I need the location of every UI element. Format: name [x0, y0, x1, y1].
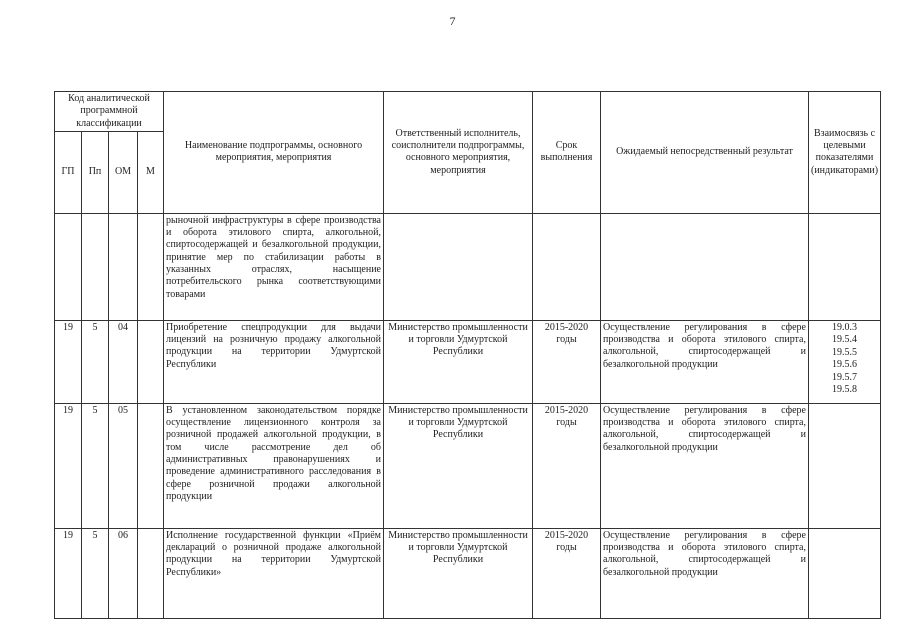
- cell-gp: 19: [55, 528, 82, 618]
- cell-term: 2015-2020 годы: [533, 528, 601, 618]
- indicator-code: 19.5.6: [832, 359, 858, 371]
- indicator-code: 19.5.7: [832, 371, 858, 383]
- cell-result: Осуществление регулирования в сфере производства и оборота этилового спирта, алкогольной, спиртосодержащей и безалкогольной продукции: [601, 403, 809, 528]
- cell-m: [138, 528, 164, 618]
- cell-m: [138, 213, 164, 320]
- cell-responsible: [384, 213, 533, 320]
- header-term: Срок выполнения: [533, 92, 601, 214]
- cell-responsible: Министерство промышленности и торговли Удмуртской Республики: [384, 320, 533, 403]
- header-responsible: Ответственный исполнитель, соисполнители подпрограммы, основного мероприятия, мероприятия: [384, 92, 533, 214]
- cell-gp: 19: [55, 320, 82, 403]
- cell-name: В установленном законодательством порядке осуществление лицензионного контроля за розничной продажей алкогольной продукции, в том числе рассмотрение дел об административных правонарушениях и проведение административного расследования в сфере розничной продажи алкогольной продукции: [164, 403, 384, 528]
- cell-indicators: [809, 528, 881, 618]
- cell-responsible: Министерство промышленности и торговли Удмуртской Республики: [384, 528, 533, 618]
- header-relation: Взаимосвязь с целевыми показателями (индикаторами): [809, 92, 881, 214]
- cell-name: Приобретение спецпродукции для выдачи лицензий на розничную продажу алкогольной продукции на территории Удмуртской Республики: [164, 320, 384, 403]
- cell-name: рыночной инфраструктуры в сфере производства и оборота этилового спирта, алкогольной, спиртосодержащей и безалкогольной продукции, принятие мер по стабилизации работы в указанных отраслях, насыщение потребительского рынка соответствующими товарами: [164, 213, 384, 320]
- page-number: 7: [449, 14, 456, 28]
- indicator-code: 19.5.4: [832, 334, 858, 346]
- cell-m: [138, 320, 164, 403]
- cell-pp: [82, 213, 109, 320]
- cell-om: 04: [109, 320, 138, 403]
- cell-indicators: [809, 213, 881, 320]
- header-pp: Пп: [82, 131, 109, 213]
- cell-term: 2015-2020 годы: [533, 320, 601, 403]
- header-code-group: Код аналитической программной классификации: [55, 92, 164, 132]
- header-result: Ожидаемый непосредственный результат: [601, 92, 809, 214]
- cell-responsible: Министерство промышленности и торговли Удмуртской Республики: [384, 403, 533, 528]
- cell-term: 2015-2020 годы: [533, 403, 601, 528]
- header-name: Наименование подпрограммы, основного мероприятия, мероприятия: [164, 92, 384, 214]
- table-row: [55, 403, 881, 528]
- cell-gp: 19: [55, 403, 82, 528]
- cell-m: [138, 403, 164, 528]
- indicator-code: 19.0.3: [832, 321, 858, 333]
- header-m: М: [138, 131, 164, 213]
- cell-result: Осуществление регулирования в сфере производства и оборота этилового спирта, алкогольной, спиртосодержащей и безалкогольной продукции: [601, 528, 809, 618]
- cell-om: 06: [109, 528, 138, 618]
- table-row-continuation: [55, 213, 881, 320]
- cell-indicators: [809, 403, 881, 528]
- cell-name: Исполнение государственной функции «Приём деклараций о розничной продаже алкогольной продукции на территории Удмуртской Республики»: [164, 528, 384, 618]
- cell-gp: [55, 213, 82, 320]
- cell-om: [109, 213, 138, 320]
- header-om: ОМ: [109, 131, 138, 213]
- program-table: [54, 91, 881, 619]
- cell-pp: 5: [82, 320, 109, 403]
- indicator-code: 19.5.8: [832, 383, 858, 395]
- cell-pp: 5: [82, 403, 109, 528]
- cell-indicators: [809, 320, 881, 403]
- cell-term: [533, 213, 601, 320]
- cell-om: 05: [109, 403, 138, 528]
- indicator-code: 19.5.5: [832, 346, 858, 358]
- header-gp: ГП: [55, 131, 82, 213]
- cell-pp: 5: [82, 528, 109, 618]
- cell-result: [601, 213, 809, 320]
- cell-result: Осуществление регулирования в сфере производства и оборота этилового спирта, алкогольной, спиртосодержащей и безалкогольной продукции: [601, 320, 809, 403]
- table-row: [55, 320, 881, 403]
- table-row: [55, 528, 881, 618]
